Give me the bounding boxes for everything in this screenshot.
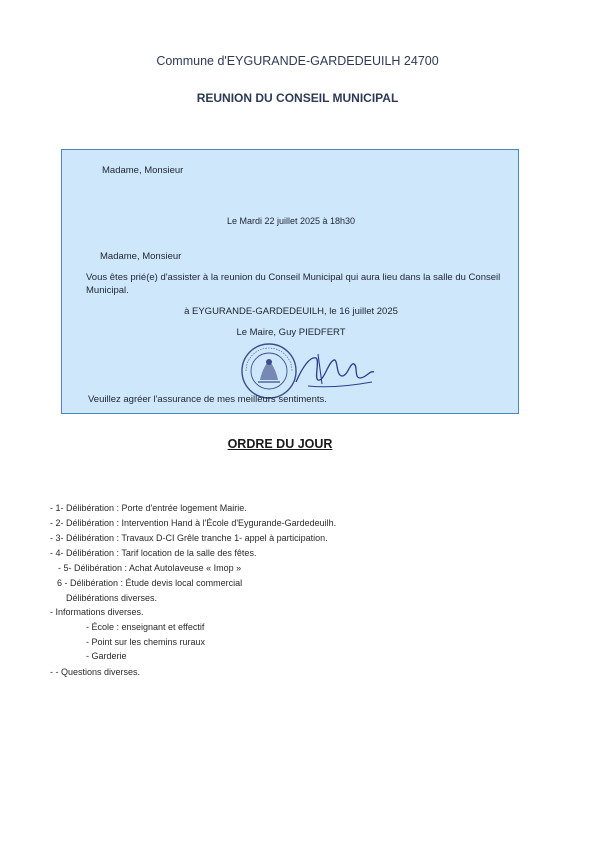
place-date: à EYGURANDE-GARDEDEUILH, le 16 juillet 2025 [184, 306, 398, 317]
meeting-datetime: Le Mardi 22 juillet 2025 à 18h30 [226, 216, 356, 226]
greeting-2: Madame, Monsieur [100, 251, 182, 262]
mayor-signer: Le Maire, Guy PIEDFERT [236, 327, 346, 338]
agenda-subitem: - École : enseignant et effectif [86, 622, 205, 632]
agenda-heading: ORDRE DU JOUR [227, 437, 333, 451]
agenda-item: - 3- Délibération : Travaux D-CI Grêle tranche 1- appel à participation. [50, 533, 328, 543]
closing-text: Veuillez agréer l'assurance de mes meilleurs sentiments. [88, 394, 327, 405]
agenda-item: Délibérations diverses. [66, 593, 158, 603]
commune-header: Commune d'EYGURANDE-GARDEDEUILH 24700 [156, 54, 439, 68]
agenda-item: - 1- Délibération : Porte d'entrée logement Mairie. [50, 503, 247, 513]
agenda-subitem: - Point sur les chemins ruraux [86, 637, 206, 647]
agenda-item: - 2- Délibération : Intervention Hand à l'École d'Eygurande-Gardedeuilh. [50, 518, 337, 528]
agenda-item: - Informations diverses. [50, 607, 144, 617]
agenda-item: - - Questions diverses. [50, 667, 141, 677]
agenda-item: - 5- Délibération : Achat Autolaveuse « Imop » [58, 563, 242, 573]
mayor-signature [288, 348, 378, 394]
convocation-box [61, 149, 519, 414]
agenda-subitem: - Garderie [86, 651, 127, 661]
agenda-item: 6 - Délibération : Étude devis local commercial [57, 578, 243, 588]
greeting-1: Madame, Monsieur [102, 165, 184, 176]
page-title: REUNION DU CONSEIL MUNICIPAL [196, 91, 399, 105]
invitation-text: Vous êtes prié(e) d'assister à la reunion du Conseil Municipal qui aura lieu dans la salle du Conseil Municipal. [86, 272, 501, 296]
agenda-item: - 4- Délibération : Tarif location de la salle des fêtes. [50, 548, 257, 558]
